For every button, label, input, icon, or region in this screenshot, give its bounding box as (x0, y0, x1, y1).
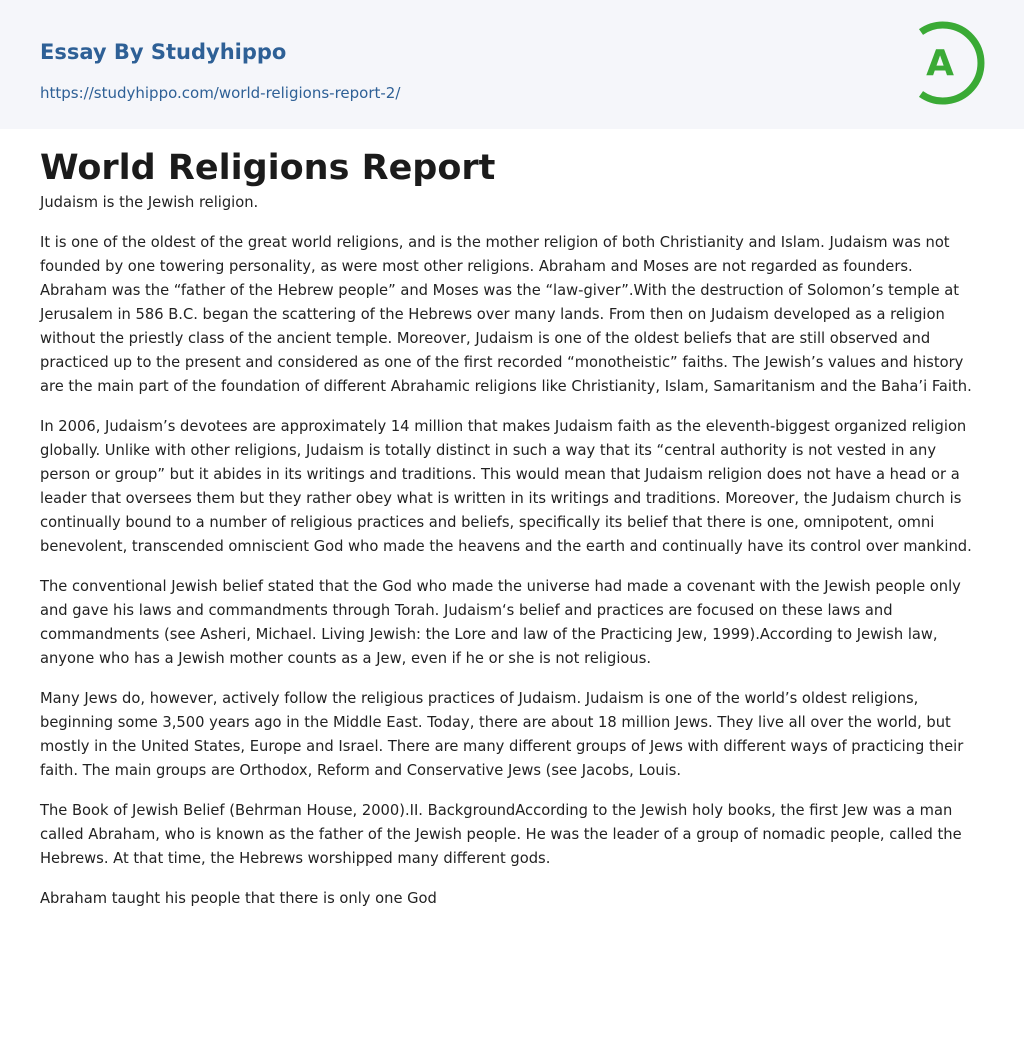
article-paragraph: Abraham taught his people that there is only one God (40, 890, 437, 907)
article-paragraph: The conventional Jewish belief stated that the God who made the universe had made a covenant with the Jewish people only and gave his laws and commandments through Torah. Judaism‘s belief and practices are focused on these laws and commandments (see Asheri, Michael. Living Jewish: the Lore and law of the Practicing Jew, 1999).According to Jewish law, anyone who has a Jewish mother counts as a Jew, even if he or she is not religious. (40, 578, 961, 667)
site-header (0, 0, 1024, 129)
article-paragraph: It is one of the oldest of the great world religions, and is the mother religion of both Christianity and Islam. Judaism was not founded by one towering personality, as were most other religions. Abraham and Moses are not regarded as founders. Abraham was the “father of the Hebrew people” and Moses was the “law-giver”.With the destruction of Solomon’s temple at Jerusalem in 586 B.C. began the scattering of the Hebrews over many lands. From then on Judaism developed as a religion without the priestly class of the ancient temple. Moreover, Judaism is one of the oldest beliefs that are still observed and practiced up to the present and considered as one of the first recorded “monotheistic” faiths. The Jewish’s values and history are the main part of the foundation of different Abrahamic religions like Christianity, Islam, Samaritanism and the Baha’i Faith. (40, 234, 972, 395)
logo-letter: A (926, 43, 954, 84)
logo-ring-icon (907, 17, 991, 109)
article-paragraph: The Book of Jewish Belief (Behrman House, 2000).II. BackgroundAccording to the Jewish holy books, the first Jew was a man called Abraham, who is known as the father of the Jewish people. He was the leader of a group of nomadic people, called the Hebrews. At that time, the Hebrews worshipped many different gods. (40, 802, 962, 867)
article-paragraph: In 2006, Judaism’s devotees are approximately 14 million that makes Judaism faith as the eleventh-biggest organized religion globally. Unlike with other religions, Judaism is totally distinct in such a way that its “central authority is not vested in any person or group” but it abides in its writings and traditions. This would mean that Judaism religion does not have a head or a leader that oversees them but they rather obey what is written in its writings and traditions. Moreover, the Judaism church is continually bound to a number of religious practices and beliefs, specifically its belief that there is one, omnipotent, omni benevolent, transcended omniscient God who made the heavens and the earth and continually have its control over mankind. (40, 418, 972, 555)
article-paragraph: Many Jews do, however, actively follow the religious practices of Judaism. Judaism is one of the world’s oldest religions, beginning some 3,500 years ago in the Middle East. Today, there are about 18 million Jews. They live all over the world, but mostly in the United States, Europe and Israel. There are many different groups of Jews with different ways of practicing their faith. The main groups are Orthodox, Reform and Conservative Jews (see Jacobs, Louis. (40, 690, 964, 779)
brand-title[interactable]: Essay By Studyhippo (40, 40, 287, 64)
studyhippo-logo[interactable] (907, 17, 991, 109)
article-paragraph: Judaism is the Jewish religion. (40, 194, 259, 211)
source-url-link[interactable]: https://studyhippo.com/world-religions-report-2/ (40, 84, 401, 102)
page-title: World Religions Report (40, 148, 496, 188)
article (0, 129, 1024, 911)
